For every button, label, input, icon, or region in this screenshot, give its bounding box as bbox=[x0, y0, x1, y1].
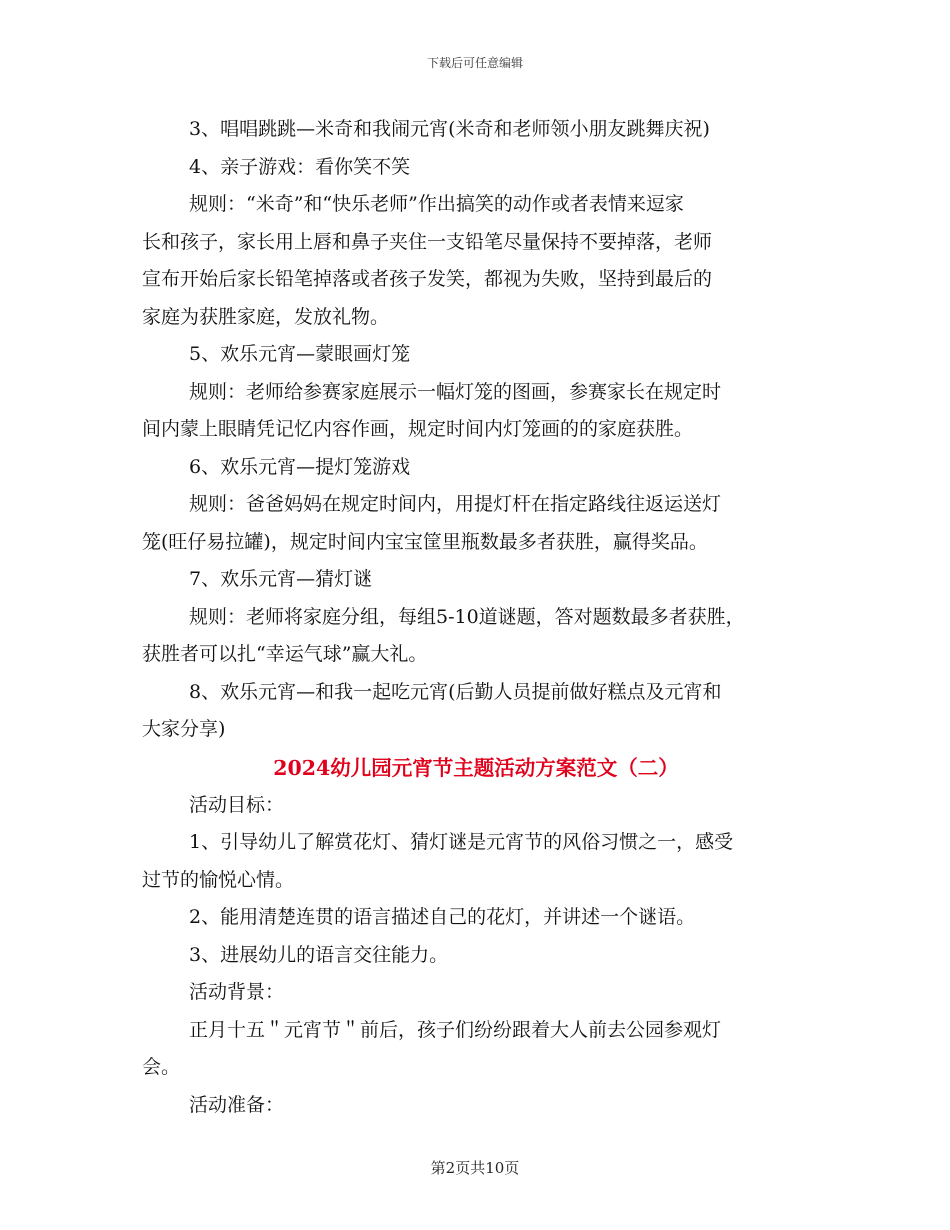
paragraph-line: 大家分享) bbox=[142, 718, 226, 740]
paragraph-line: 3、进展幼儿的语言交往能力。 bbox=[189, 943, 449, 966]
paragraph-line: 间内蒙上眼睛凭记忆内容作画，规定时间内灯笼画的的家庭获胜。 bbox=[142, 418, 694, 440]
paragraph-line: 规则：爸爸妈妈在规定时间内，用提灯杆在指定路线往返运送灯 bbox=[189, 493, 722, 515]
paragraph-line: 3、唱唱跳跳—米奇和我闹元宵(米奇和老师领小朋友跳舞庆祝) bbox=[189, 118, 710, 140]
paragraph-line: 正月十五＂元宵节＂前后，孩子们纷纷跟着大人前去公园参观灯 bbox=[189, 1018, 722, 1041]
paragraph-line: 活动背景： bbox=[189, 981, 285, 1003]
paragraph-line: 规则：“米奇”和“快乐老师”作出搞笑的动作或者表情来逗家 bbox=[189, 193, 684, 215]
paragraph-line: 7、欢乐元宵—猜灯谜 bbox=[189, 568, 373, 590]
page-footer: 第2页共10页 bbox=[430, 1159, 520, 1177]
paragraph-line: 长和孩子，家长用上唇和鼻子夹住一支铅笔尽量保持不要掉落，老师 bbox=[142, 230, 713, 253]
paragraph-line: 1、引导幼儿了解赏花灯、猜灯谜是元宵节的风俗习惯之一，感受 bbox=[189, 831, 734, 853]
paragraph-line: 活动目标： bbox=[189, 793, 285, 816]
paragraph-line: 会。 bbox=[142, 1056, 181, 1078]
paragraph-line: 过节的愉悦心情。 bbox=[142, 868, 295, 891]
paragraph-line: 获胜者可以扎“幸运气球”赢大礼。 bbox=[142, 643, 428, 665]
paragraph-line: 规则：老师将家庭分组，每组5-10道谜题，答对题数最多者获胜， bbox=[189, 605, 745, 628]
paragraph-line: 宣布开始后家长铅笔掉落或者孩子发笑，都视为失败，坚持到最后的 bbox=[142, 268, 713, 290]
paragraph-line: 活动准备： bbox=[189, 1093, 285, 1116]
paragraph-line: 家庭为获胜家庭，发放礼物。 bbox=[142, 305, 390, 328]
paragraph-line: 4、亲子游戏：看你笑不笑 bbox=[189, 155, 411, 178]
document-body bbox=[142, 111, 810, 1124]
paragraph-line: 规则：老师给参赛家庭展示一幅灯笼的图画，参赛家长在规定时 bbox=[189, 380, 722, 403]
paragraph-line: 8、欢乐元宵—和我一起吃元宵(后勤人员提前做好糕点及元宵和 bbox=[189, 680, 722, 703]
page-header: 下载后可任意编辑 bbox=[426, 56, 523, 70]
paragraph-line: 5、欢乐元宵—蒙眼画灯笼 bbox=[189, 343, 411, 365]
section-heading: 2024幼儿园元宵节主题活动方案范文（二） bbox=[273, 755, 679, 780]
paragraph-line: 2、能用清楚连贯的语言描述自己的花灯，并讲述一个谜语。 bbox=[189, 906, 696, 928]
paragraph-line: 6、欢乐元宵—提灯笼游戏 bbox=[189, 455, 411, 478]
paragraph-line: 笼(旺仔易拉罐)，规定时间内宝宝筐里瓶数最多者获胜，赢得奖品。 bbox=[142, 530, 708, 553]
